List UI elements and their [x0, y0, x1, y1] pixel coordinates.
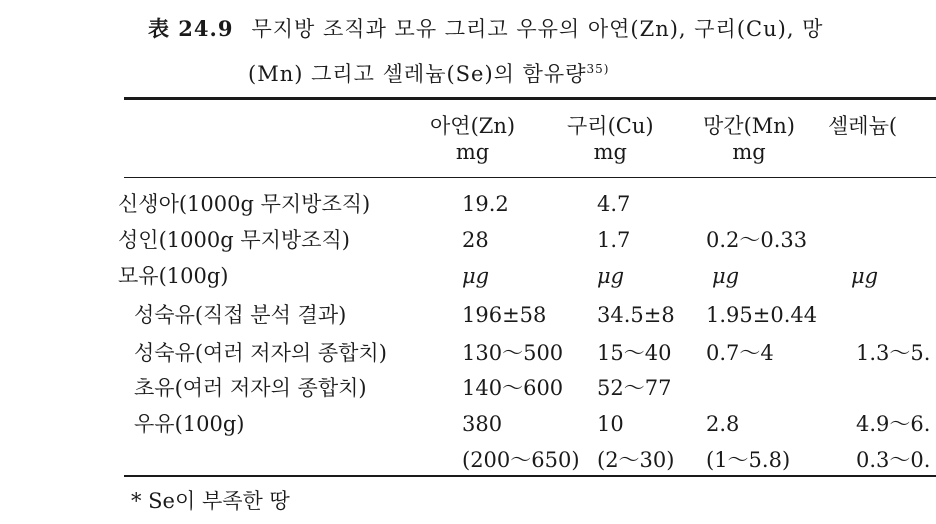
table-cell: 15〜40: [597, 341, 672, 365]
column-header-selenium: [828, 112, 897, 140]
row-label: 성숙유(여러 저자의 종합치): [134, 341, 387, 365]
table-cell: 1.95±0.44: [706, 303, 818, 327]
table-cell: 52〜77: [597, 376, 672, 400]
row-label: 초유(여러 저자의 종합치): [134, 376, 367, 400]
table-cell: (200〜650): [462, 448, 580, 472]
column-header-label: 아연(Zn): [430, 114, 516, 138]
table-top-rule: [124, 97, 936, 100]
table-cell: 1.3〜5.: [856, 341, 931, 365]
table-cell: 19.2: [462, 192, 509, 216]
table-cell: μg: [462, 264, 490, 288]
column-header-unit: mg: [593, 140, 627, 164]
row-label: 신생아(1000g 무지방조직): [118, 192, 371, 216]
table-cell: 4.9〜6.: [856, 412, 931, 436]
caption-line-1: 무지방 조직과 모유 그리고 우유의 아연(Zn), 구리(Cu), 망: [251, 17, 824, 41]
table-cell: (1〜5.8): [706, 448, 791, 472]
table-cell: 0.7〜4: [706, 341, 774, 365]
table-cell: 0.2〜0.33: [706, 228, 808, 252]
table-caption: [148, 10, 823, 48]
table-cell: 2.8: [706, 412, 740, 436]
row-label: 우유(100g): [134, 412, 245, 436]
table-cell: 130〜500: [462, 341, 564, 365]
column-header-unit: mg: [732, 140, 766, 164]
table-cell: μg: [597, 264, 625, 288]
column-header-zinc: [430, 112, 515, 164]
table-number: 表 24.9: [148, 16, 234, 41]
caption-line-2-wrap: [248, 50, 609, 93]
table-cell: (2〜30): [597, 448, 675, 472]
table-cell: 380: [462, 412, 503, 436]
row-label: 모유(100g): [118, 264, 229, 288]
row-label: 성인(1000g 무지방조직): [118, 228, 350, 252]
table-cell: μg: [851, 264, 879, 288]
table-cell: 1.7: [597, 228, 631, 252]
table-cell: 4.7: [597, 192, 631, 216]
column-header-unit: mg: [455, 140, 490, 164]
column-header-label: 구리(Cu): [567, 114, 654, 138]
column-header-label: 셀레늄(: [828, 114, 898, 138]
table-cell: 196±58: [462, 303, 547, 327]
row-label: 성숙유(직접 분석 결과): [134, 303, 347, 327]
column-header-copper: [567, 112, 654, 164]
column-header-manganese: [703, 112, 795, 164]
column-header-label: 망간(Mn): [703, 114, 795, 138]
caption-reference: 35): [586, 62, 610, 76]
table-cell: 34.5±8: [597, 303, 675, 327]
table-cell: 10: [597, 412, 624, 436]
table-footnote: * Se이 부족한 땅: [131, 489, 290, 513]
table-cell: 140〜600: [462, 376, 564, 400]
caption-line-2: (Mn) 그리고 셀레늄(Se)의 함유량: [248, 62, 587, 86]
table-cell: μg: [712, 264, 740, 288]
table-cell: 28: [462, 228, 489, 252]
table-bottom-rule: [124, 475, 936, 477]
table-header-rule: [124, 177, 936, 178]
table-cell: 0.3〜0.: [856, 448, 931, 472]
